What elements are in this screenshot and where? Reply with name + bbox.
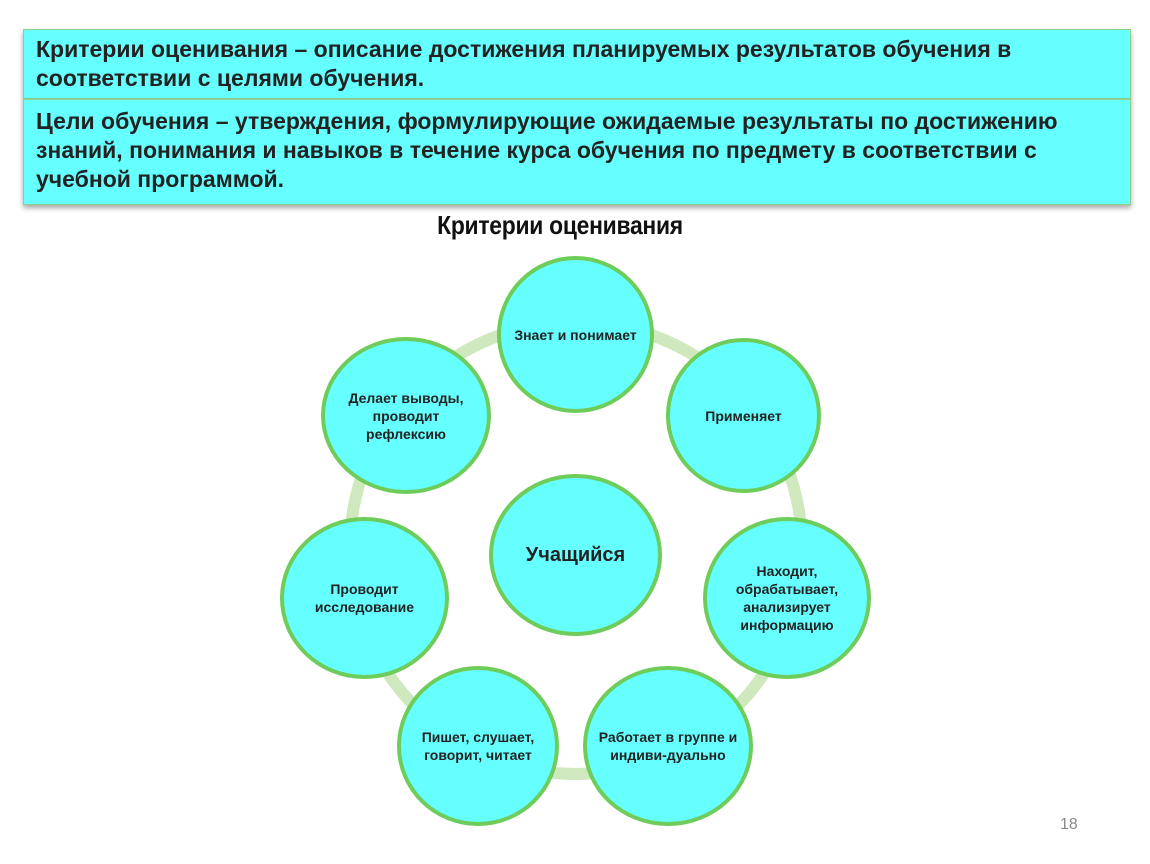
page-number: 18 [1060, 816, 1078, 833]
node-finds-processes-analyzes: Находит, обрабатывает, анализирует информацию [703, 517, 871, 679]
node-draws-conclusions-reflects: Делает выводы, проводит рефлексию [321, 337, 491, 494]
node-writes-listens-speaks-reads: Пишет, слушает, говорит, читает [397, 666, 559, 826]
diagram-title: Критерии оценивания [437, 210, 683, 240]
node-works-group-individually: Работает в группе и индиви-дуально [583, 666, 753, 826]
definition-goals-text: Цели обучения – утверждения, формулирующие ожидаемые результаты по достижению знаний, понимания и навыков в течение курса обучения по предмету в соответствии с учебной программой. [36, 108, 1058, 192]
center-node-student: Учащийся [489, 474, 662, 636]
node-applies: Применяет [666, 338, 821, 493]
definition-criteria-text: Критерии оценивания – описание достижения планируемых результатов обучения в соответствии с целями обучения. [36, 36, 1012, 91]
node-knows-understands: Знает и понимает [497, 256, 654, 413]
node-conducts-research: Проводит исследование [280, 517, 449, 679]
